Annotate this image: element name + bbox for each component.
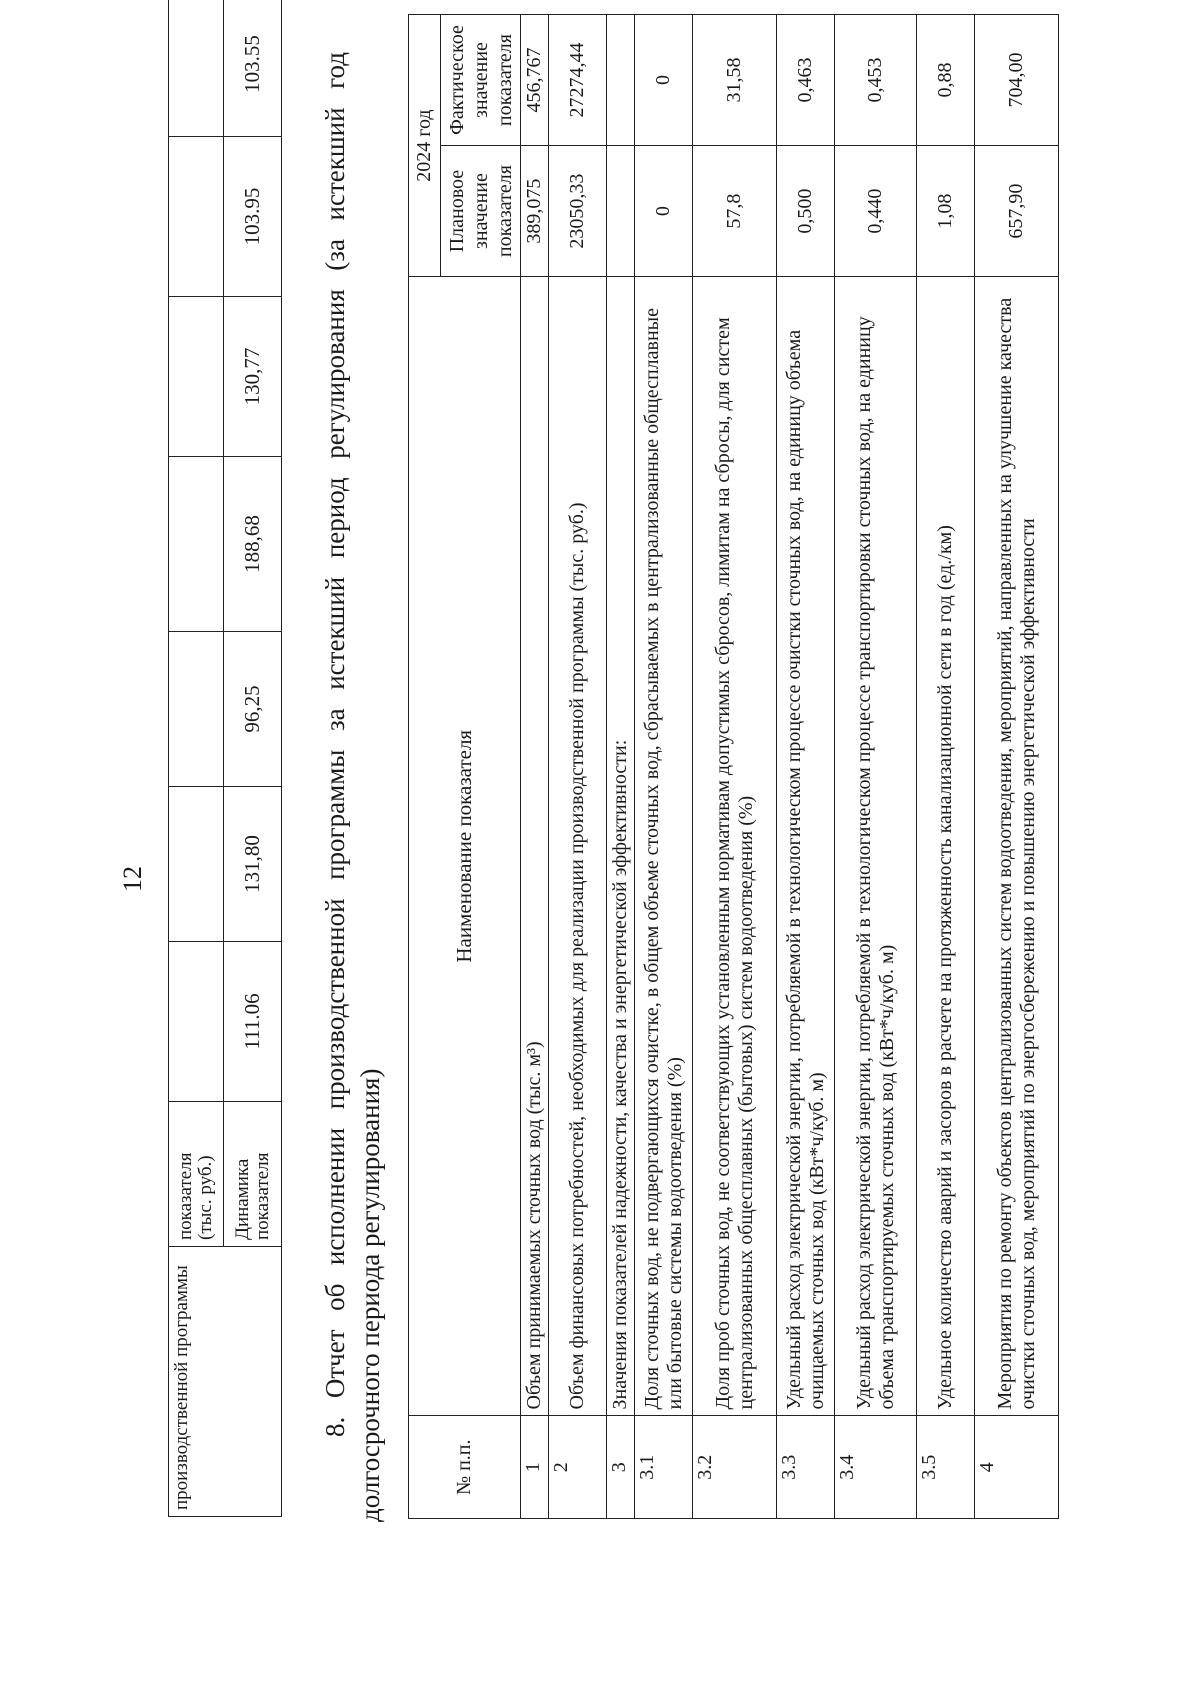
dynamics-label: Динамика показателя <box>224 1102 282 1247</box>
row-number: 3.2 <box>693 1416 777 1519</box>
table-row <box>835 15 917 1519</box>
row-name: Объем финансовых потребностей, необходимых для реализации производственной программы (тыс. руб.) <box>549 277 607 1416</box>
program-label-cell: производственной программы <box>169 1247 282 1517</box>
row-name: Значения показателей надежности, качества и энергетической эффективности: <box>607 277 635 1416</box>
row-plan: 389,075 <box>521 146 549 277</box>
header-fact: Фактическое значение показателя <box>441 15 521 146</box>
header-name: Наименование показателя <box>409 277 521 1416</box>
row-fact: 0,453 <box>835 15 917 146</box>
dynamics-value: 103.95 <box>224 137 282 297</box>
table-row <box>521 15 549 1519</box>
row-plan: 0,440 <box>835 146 917 277</box>
row-plan: 23050,33 <box>549 146 607 277</box>
row-fact: 0 <box>635 15 693 146</box>
row-number: 2 <box>549 1416 607 1519</box>
empty-cell <box>169 137 224 297</box>
table-row <box>635 15 693 1519</box>
table-row <box>607 15 635 1519</box>
row-fact <box>607 15 635 146</box>
page-number: 12 <box>118 866 147 892</box>
indicator-value-label: показателя (тыс. руб.) <box>169 1102 224 1247</box>
row-number: 3.1 <box>635 1416 693 1519</box>
table-row <box>917 15 975 1519</box>
dynamics-value: 103.55 <box>224 0 282 137</box>
table-row <box>777 15 835 1519</box>
empty-cell <box>169 0 224 137</box>
dynamics-value: 131,80 <box>224 787 282 942</box>
row-name: Доля проб сточных вод, не соответствующих установленным нормативам допустимых сбросов, лимитам на сбросы, для систем централизованных общесплавных (бытовых) систем водоотведения (%) <box>693 277 777 1416</box>
row-number: 1 <box>521 1416 549 1519</box>
row-fact: 456,767 <box>521 15 549 146</box>
dynamics-value: 130,77 <box>224 297 282 457</box>
row-plan: 57,8 <box>693 146 777 277</box>
table-row <box>975 15 1059 1519</box>
empty-cell <box>169 457 224 632</box>
row-fact: 704,00 <box>975 15 1059 146</box>
section-heading <box>318 52 388 1522</box>
table-row <box>693 15 777 1519</box>
row-number: 3 <box>607 1416 635 1519</box>
row-name: Удельный расход электрической энергии, потребляемой в технологическом процессе транспортировки сточных вод, на единицу объема транспортируемых сточных вод (кВт*ч/куб. м) <box>835 277 917 1416</box>
heading-line-1: 8. Отчет об исполнении производственной программы за истекший период регулирования (за истекший год <box>320 52 350 1437</box>
row-number: 3.5 <box>917 1416 975 1519</box>
header-plan: Плановое значение показателя <box>441 146 521 277</box>
table-row <box>549 15 607 1519</box>
header-no: № п.п. <box>409 1416 521 1519</box>
row-plan: 0,500 <box>777 146 835 277</box>
continuation-table <box>168 0 282 1517</box>
dynamics-value: 96,25 <box>224 632 282 787</box>
row-fact: 0,463 <box>777 15 835 146</box>
program-report-table <box>408 14 1059 1519</box>
row-name: Мероприятия по ремонту объектов централизованных систем водоотведения, мероприятий, направленных на улучшение качества очистки сточных вод, мероприятий по энергосбережению и повышению энергетической эффективности <box>975 277 1059 1416</box>
row-plan: 1,08 <box>917 146 975 277</box>
row-number: 3.4 <box>835 1416 917 1519</box>
empty-cell <box>169 297 224 457</box>
empty-cell <box>169 632 224 787</box>
row-number: 4 <box>975 1416 1059 1519</box>
row-name: Удельный расход электрической энергии, потребляемой в технологическом процессе очистки сточных вод, на единицу объема очищаемых сточных вод (кВт*ч/куб. м) <box>777 277 835 1416</box>
empty-cell <box>169 787 224 942</box>
heading-line-2: долгосрочного периода регулирования) <box>355 1068 386 1522</box>
row-name: Доля сточных вод, не подвергающихся очистке, в общем объеме сточных вод, сбрасываемых в централизованные общесплавные или бытовые системы водоотведения (%) <box>635 277 693 1416</box>
row-plan: 657,90 <box>975 146 1059 277</box>
row-name: Удельное количество аварий и засоров в расчете на протяженность канализационной сети в год (ед./км) <box>917 277 975 1416</box>
dynamics-value: 111.06 <box>224 942 282 1102</box>
row-fact: 27274,44 <box>549 15 607 146</box>
row-name: Объем принимаемых сточных вод (тыс. м³) <box>521 277 549 1416</box>
empty-cell <box>169 942 224 1102</box>
header-year: 2024 год <box>409 15 441 277</box>
dynamics-value: 188,68 <box>224 457 282 632</box>
row-number: 3.3 <box>777 1416 835 1519</box>
row-plan: 0 <box>635 146 693 277</box>
row-plan <box>607 146 635 277</box>
row-fact: 31,58 <box>693 15 777 146</box>
row-fact: 0,88 <box>917 15 975 146</box>
